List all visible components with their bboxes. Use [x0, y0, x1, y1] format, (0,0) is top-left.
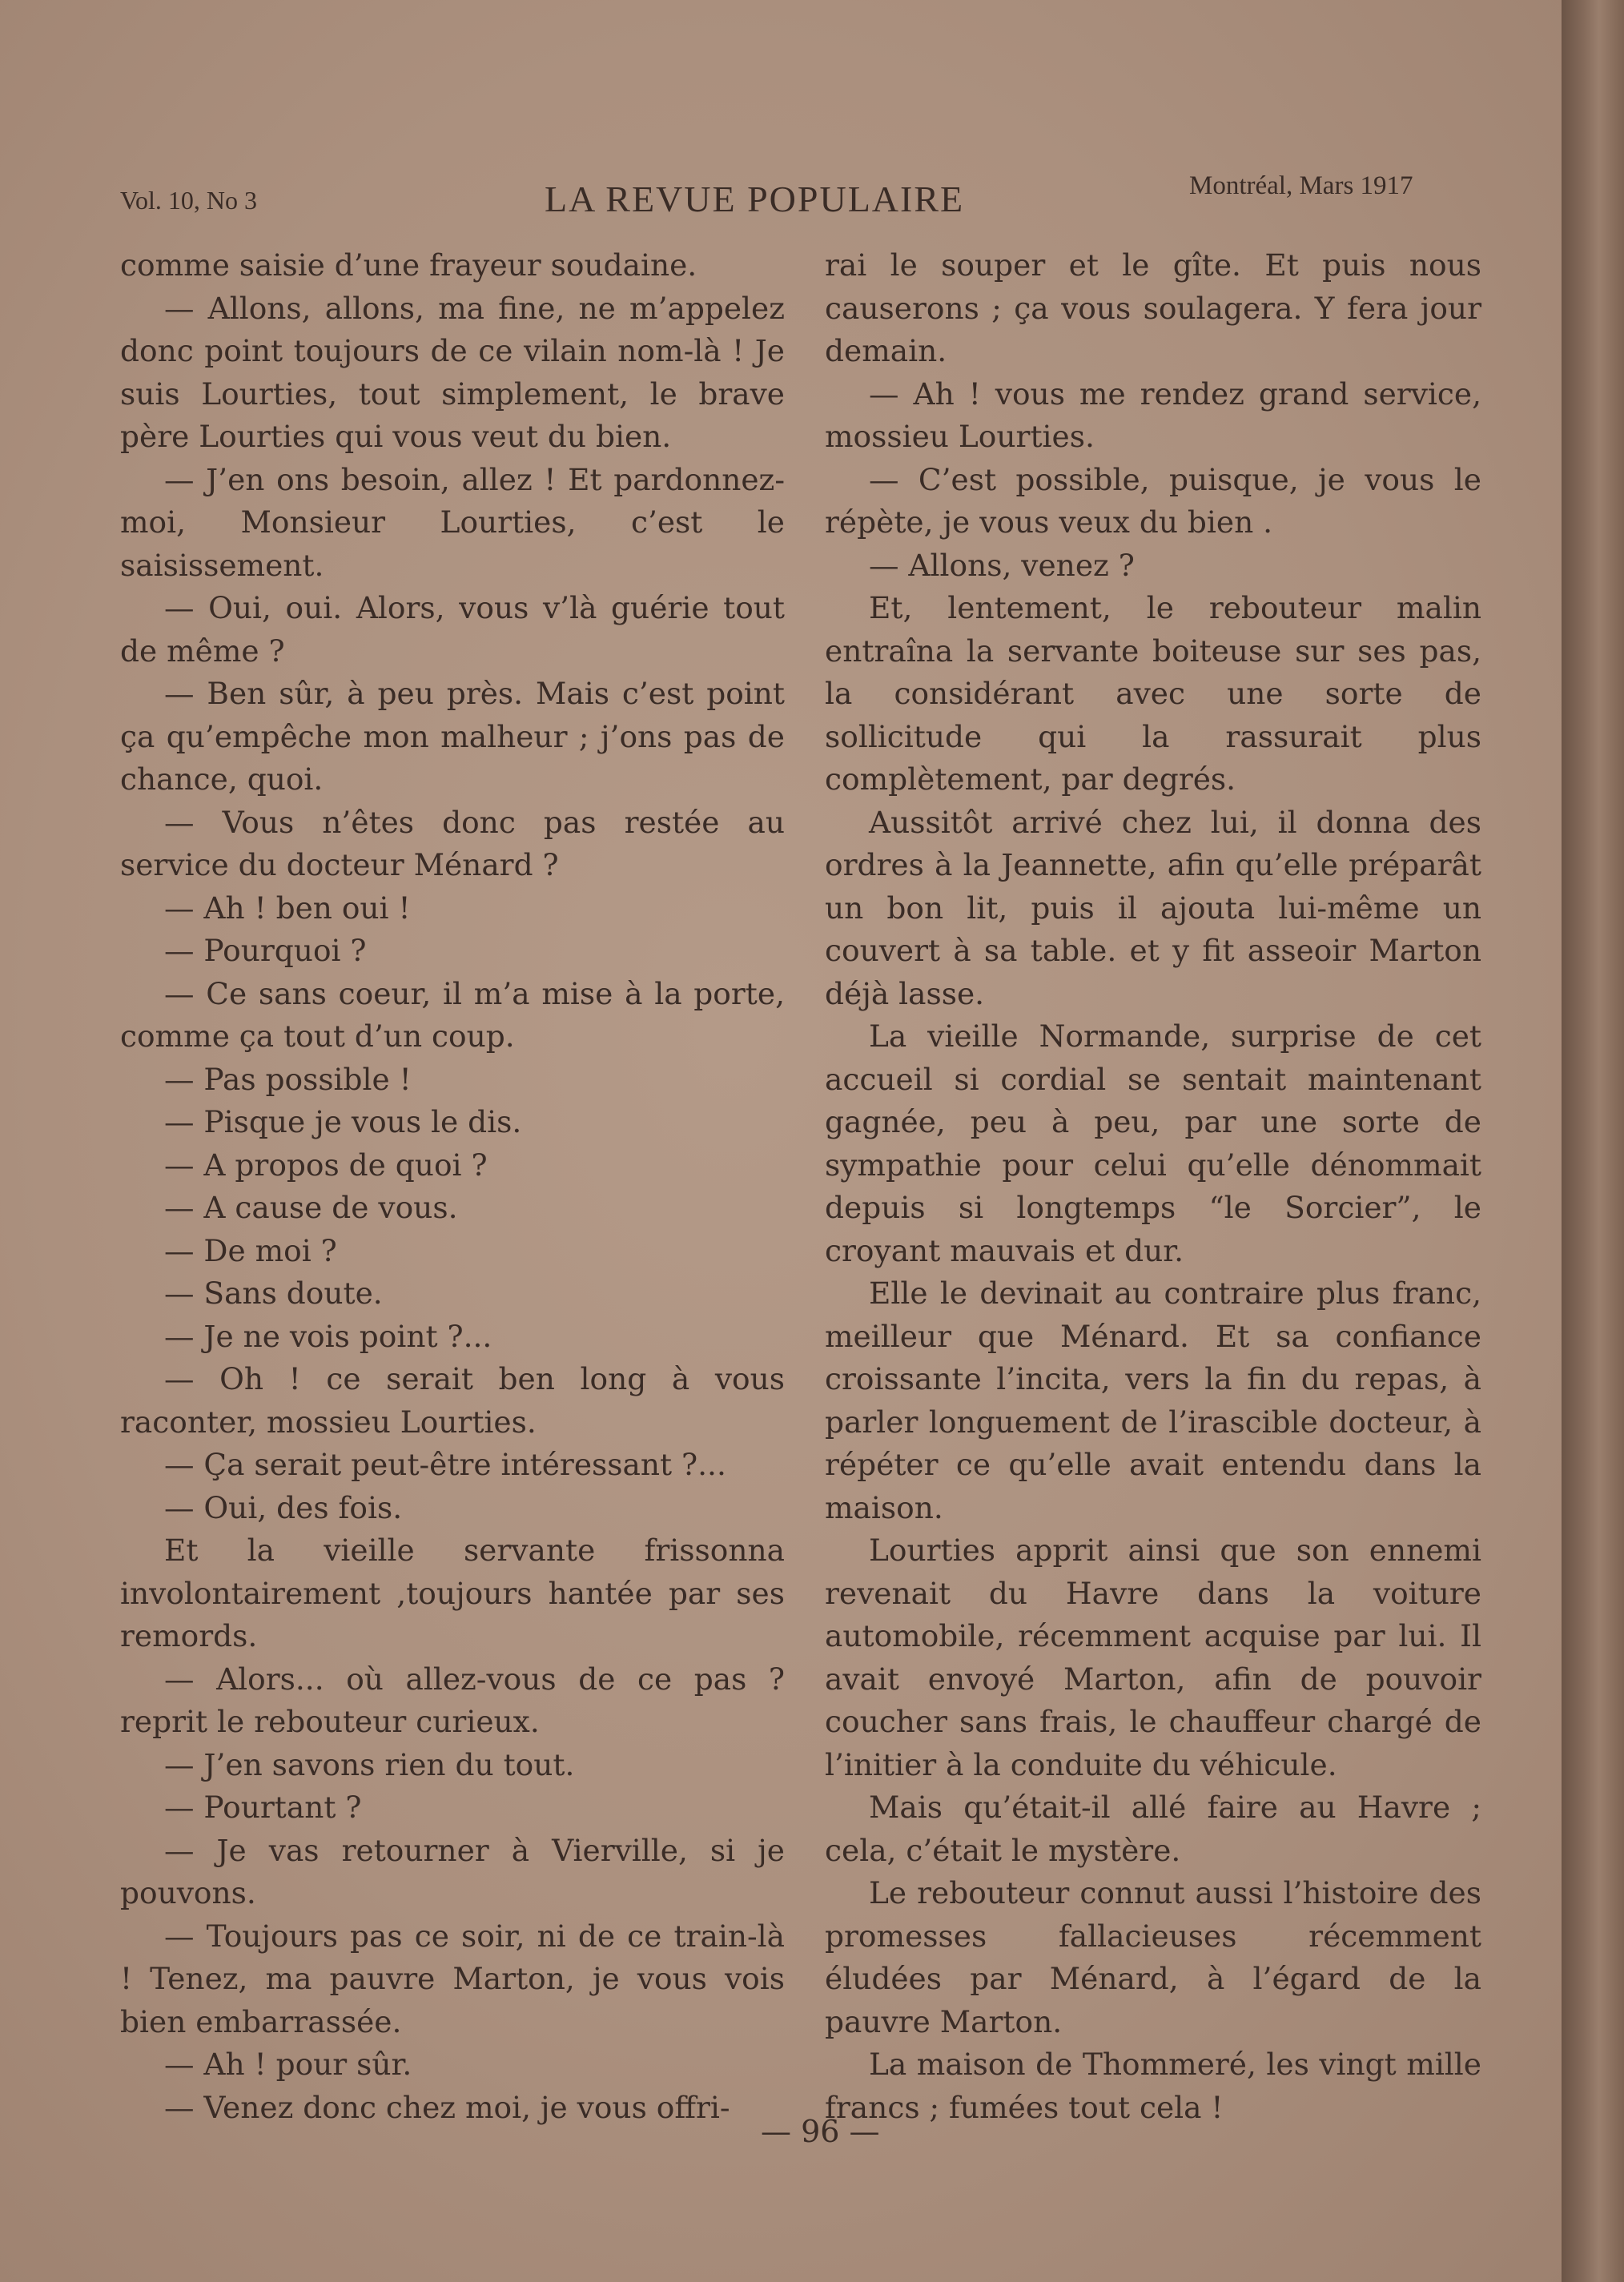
paragraph: — Allons, allons, ma fine, ne m’appelez donc point toujours de ce vilain nom-là ! Je suis Lourties, tout simplement, le brave père Lourties qui vous veut du bien. [120, 290, 785, 454]
paragraph: — Je vas retourner à Vierville, si je pouvons. [120, 1832, 785, 1910]
left-column [120, 244, 785, 2129]
paragraph: — Oui, des fois. [164, 1489, 403, 1525]
issue-date: Montréal, Mars 1917 [1189, 171, 1413, 200]
paragraph: — Je ne vois point ?... [164, 1318, 492, 1354]
paragraph: — Pisque je vous le dis. [164, 1104, 522, 1139]
paragraph: — De moi ? [164, 1232, 337, 1268]
paragraph: La maison de Thommeré, les vingt mille francs ; fumées tout cela ! [825, 2047, 1481, 2125]
paragraph: — Alors... où allez-vous de ce pas ? reprit le rebouteur curieux. [120, 1661, 785, 1739]
paragraph: — Ça serait peut-être intéressant ?... [164, 1447, 726, 1482]
paragraph: — Ce sans coeur, il m’a mise à la porte, comme ça tout d’un coup. [120, 975, 785, 1054]
paragraph: — Pourquoi ? [164, 933, 367, 968]
page-number: — 96 — [761, 2114, 880, 2149]
paragraph: Et, lentement, le rebouteur malin entraîna la servante boiteuse sur ses pas, la considérant avec une sorte de sollicitude qui la rassurait plus complètement, par degrés. [825, 590, 1481, 797]
paragraph: — Oui, oui. Alors, vous v’là guérie tout de même ? [120, 590, 785, 669]
paragraph: — C’est possible, puisque, je vous le répète, je vous veux du bien . [825, 461, 1481, 540]
paragraph: rai le souper et le gîte. Et puis nous causerons ; ça vous soulagera. Y fera jour demain. [825, 247, 1481, 368]
magazine-title: LA REVUE POPULAIRE [545, 179, 965, 219]
paragraph: — J’en ons besoin, allez ! Et pardonnez-moi, Monsieur Lourties, c’est le saisissement. [120, 461, 785, 583]
paragraph: La vieille Normande, surprise de cet accueil si cordial se sentait maintenant gagnée, peu à peu, par une sorte de sympathie pour celui qu’elle dénommait depuis si longtemps “le Sorcier”, le croyant mauvais et dur. [825, 1018, 1481, 1268]
paragraph: — Ah ! pour sûr. [164, 2047, 412, 2082]
paragraph: Aussitôt arrivé chez lui, il donna des ordres à la Jeannette, afin qu’elle préparât un bon lit, puis il ajouta lui-même un couvert à sa table. et y fit asseoir Marton déjà lasse. [825, 804, 1481, 1011]
paragraph: — J’en savons rien du tout. [164, 1746, 575, 1782]
paragraph: — A cause de vous. [164, 1190, 458, 1225]
paragraph: — Oh ! ce serait ben long à vous raconter, mossieu Lourties. [120, 1361, 785, 1440]
paragraph: Lourties apprit ainsi que son ennemi revenait du Havre dans la voiture automobile, récemment acquise par lui. Il avait envoyé Marton, afin de pouvoir coucher sans frais, le chauffeur chargé de l’initier à la conduite du véhicule. [825, 1533, 1481, 1782]
paragraph: — Ah ! vous me rendez grand service, mossieu Lourties. [825, 376, 1481, 454]
paragraph: — Vous n’êtes donc pas restée au service du docteur Ménard ? [120, 804, 785, 882]
volume-number: Vol. 10, No 3 [120, 186, 257, 215]
paragraph: — Pas possible ! [164, 1061, 412, 1097]
paragraph: — Pourtant ? [164, 1790, 362, 1825]
paragraph: — Venez donc chez moi, je vous offri- [164, 2089, 730, 2125]
paragraph: — Ben sûr, à peu près. Mais c’est point ça qu’empêche mon malheur ; j’ons pas de chance, quoi. [120, 676, 785, 797]
paragraph: — Allons, venez ? [869, 547, 1135, 583]
paragraph: comme saisie d’une frayeur soudaine. [120, 247, 697, 283]
paragraph: — Sans doute. [164, 1276, 383, 1311]
paragraph: — Ah ! ben oui ! [164, 890, 411, 926]
paragraph: Mais qu’était-il allé faire au Havre ; cela, c’était le mystère. [825, 1790, 1481, 1868]
page-binding-edge [1562, 0, 1624, 2282]
paragraph: — A propos de quoi ? [164, 1147, 488, 1183]
paragraph: Et la vieille servante frissonna involontairement ,toujours hantée par ses remords. [120, 1533, 785, 1653]
paragraph: Le rebouteur connut aussi l’histoire des promesses fallacieuses récemment éludées par Ménard, à l’égard de la pauvre Marton. [825, 1875, 1481, 2039]
paragraph: Elle le devinait au contraire plus franc, meilleur que Ménard. Et sa confiance croissante l’incita, vers la fin du repas, à parler longuement de l’irascible docteur, à répéter ce qu’elle avait entendu dans la maison. [825, 1276, 1481, 1525]
right-column [825, 244, 1481, 2129]
paragraph: — Toujours pas ce soir, ni de ce train-là ! Tenez, ma pauvre Marton, je vous vois bien embarrassée. [120, 1918, 785, 2039]
